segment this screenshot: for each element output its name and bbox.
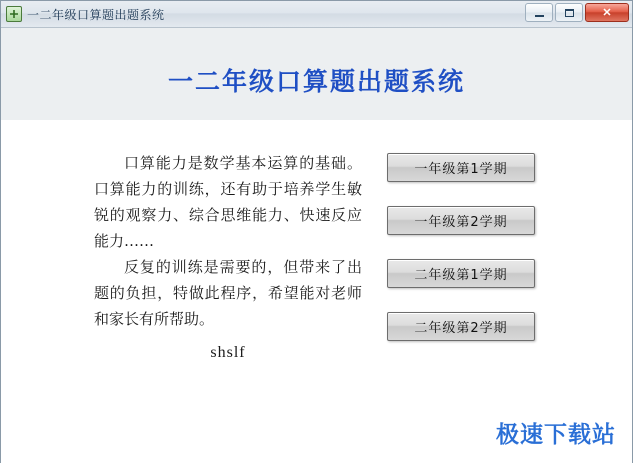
maximize-button[interactable] [555,3,583,22]
maximize-icon [565,9,574,17]
site-watermark: 极速下载站 [496,422,616,448]
grade2-term2-button[interactable]: 二年级第2学期 [387,312,535,341]
grade2-term1-button[interactable]: 二年级第1学期 [387,259,535,288]
window-title: 一二年级口算题出题系统 [27,7,165,22]
client-area [1,28,632,463]
content-area [1,120,632,463]
minimize-button[interactable] [525,3,553,22]
grade1-term2-button[interactable]: 一年级第2学期 [387,206,535,235]
close-button[interactable]: ✕ [585,3,629,22]
grade1-term1-button[interactable]: 一年级第1学期 [387,153,535,182]
author-signature: shslf [210,344,246,361]
page-title: 一二年级口算题出题系统 [167,67,465,96]
title-bar[interactable] [1,1,632,28]
minimize-icon [535,15,544,17]
description-paragraph-1: 口算能力是数学基本运算的基础。口算能力的训练，还有助于培养学生敏锐的观察力、综合思维能力、快速反应能力…… [94,154,362,250]
window-controls [525,3,629,22]
header-band [1,28,632,121]
term-button-group [387,153,535,341]
description-block [94,150,362,366]
app-icon [6,6,22,22]
description-paragraph-2: 反复的训练是需要的，但带来了出题的负担，特做此程序，希望能对老师和家长有所帮助。 [94,258,362,328]
